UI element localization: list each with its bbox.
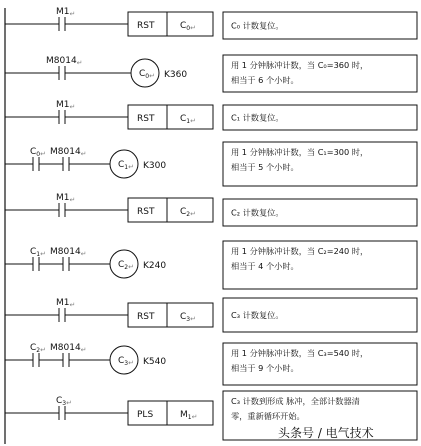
contact-label (56, 298, 75, 309)
comment-line: 相当于 4 个小时。 (231, 261, 299, 271)
instruction-operand (180, 21, 196, 32)
comment-line: 用 1 分钟脉冲计数，当 C₂=240 时， (231, 246, 369, 256)
comment-line: 相当于 6 个小时。 (231, 75, 299, 85)
comment-line: C₃ 计数复位。 (231, 310, 284, 320)
paragraph-mark: ↵ (190, 24, 196, 32)
contact-label (56, 193, 75, 204)
contact-label (50, 343, 87, 354)
counter-preset: K240 (143, 261, 167, 271)
instruction-operand-subscript: 0 (186, 25, 191, 32)
instruction-name: RST (137, 312, 155, 322)
rung-3 (5, 100, 417, 130)
paragraph-mark: ↵ (76, 59, 83, 67)
instruction-operand-text: C (180, 21, 187, 31)
instruction-operand-subscript: 2 (186, 211, 191, 218)
contact-label-text: M8014 (50, 147, 81, 157)
paragraph-mark: ↵ (128, 163, 134, 171)
contact-label-text: C (56, 396, 63, 406)
rung-2 (5, 55, 417, 92)
paragraph-mark: ↵ (69, 10, 76, 18)
paragraph-mark: ↵ (128, 359, 134, 367)
counter-preset: K540 (143, 357, 167, 367)
paragraph-mark: ↵ (66, 399, 72, 407)
counter-coil-label-subscript: 2 (124, 264, 129, 271)
rung-7 (5, 298, 417, 332)
instruction-operand-subscript: 1 (187, 414, 192, 421)
paragraph-mark: ↵ (40, 250, 46, 258)
comment-line: C₂ 计数复位。 (231, 207, 284, 218)
counter-coil-label-subscript: 0 (145, 73, 150, 80)
contact-label-text: M8014 (50, 247, 81, 257)
instruction-name: RST (137, 207, 155, 217)
counter-coil-label-subscript: 1 (124, 164, 129, 171)
paragraph-mark: ↵ (80, 150, 87, 158)
rung-4 (5, 142, 417, 186)
instruction-operand-subscript: 1 (186, 118, 191, 125)
contact-label (30, 343, 46, 354)
paragraph-mark: ↵ (40, 150, 46, 158)
paragraph-mark: ↵ (190, 315, 196, 323)
paragraph-mark: ↵ (69, 196, 76, 204)
comment-line: 相当于 9 个小时。 (231, 363, 299, 373)
instruction-operand-text: M (180, 410, 188, 420)
counter-coil-label-subscript: 3 (124, 360, 129, 367)
rung-6 (5, 241, 417, 289)
paragraph-mark: ↵ (69, 103, 76, 111)
paragraph-mark: ↵ (190, 210, 196, 218)
instruction-name: PLS (137, 410, 154, 420)
instruction-operand-text: C (180, 207, 187, 217)
instruction-operand-subscript: 3 (186, 316, 191, 323)
contact-label-text: C (30, 247, 37, 257)
contact-label (50, 147, 87, 158)
contact-label-subscript: 0 (36, 151, 41, 158)
instruction-operand (180, 207, 196, 218)
comment-line: 用 1 分钟脉冲计数，当 C₁=300 时， (231, 147, 369, 157)
instruction-name: RST (137, 114, 155, 124)
comment-line: C₁ 计数复位。 (231, 112, 284, 123)
contact-label (56, 7, 75, 18)
comment-line: C₃ 计数到形成 脉冲，全部计数器清 (231, 396, 360, 406)
counter-coil-label (118, 260, 134, 271)
counter-coil-label-text: C (118, 260, 125, 270)
contact-label-text: M8014 (50, 343, 81, 353)
counter-coil-label (118, 160, 134, 171)
contact-label-subscript: 1 (36, 251, 41, 258)
contact-label (30, 147, 46, 158)
comment-line: 零，重新循环开始。 (231, 411, 305, 421)
comment-line: 用 1 分钟脉冲计数，当 C₀=360 时， (231, 60, 369, 70)
instruction-operand-text: C (180, 312, 187, 322)
paragraph-mark: ↵ (40, 346, 46, 354)
comment-line: C₀ 计数复位。 (231, 20, 284, 31)
contact-label-text: M8014 (46, 56, 77, 66)
instruction-operand-text: C (180, 114, 187, 124)
instruction-operand (180, 410, 197, 421)
contact-label-text: M1 (56, 193, 70, 203)
watermark-text: 头条号 / 电气技术 (278, 426, 374, 440)
contact-label-subscript: 2 (36, 347, 41, 354)
contact-label (46, 56, 83, 67)
contact-label-text: M1 (56, 100, 70, 110)
paragraph-mark: ↵ (80, 346, 87, 354)
paragraph-mark: ↵ (80, 250, 87, 258)
contact-label (30, 247, 46, 258)
instruction-operand (180, 114, 196, 125)
contact-label-text: M1 (56, 7, 70, 17)
paragraph-mark: ↵ (191, 413, 198, 421)
counter-preset: K300 (143, 161, 167, 171)
contact-label (50, 247, 87, 258)
counter-coil-label-text: C (139, 69, 146, 79)
counter-coil-label (139, 69, 155, 80)
contact-label (56, 396, 72, 407)
counter-preset: K360 (164, 70, 188, 80)
paragraph-mark: ↵ (149, 72, 155, 80)
paragraph-mark: ↵ (69, 301, 76, 309)
rung-1 (5, 7, 417, 39)
contact-label-text: M1 (56, 298, 70, 308)
contact-label-subscript: 3 (62, 400, 67, 407)
rung-5 (5, 193, 417, 226)
counter-coil-label-text: C (118, 356, 125, 366)
comment-line: 用 1 分钟脉冲计数，当 C₃=540 时， (231, 348, 369, 358)
rung-8 (5, 343, 417, 385)
paragraph-mark: ↵ (190, 117, 196, 125)
contact-label-text: C (30, 147, 37, 157)
instruction-name: RST (137, 21, 155, 31)
comment-line: 相当于 5 个小时。 (231, 162, 299, 172)
instruction-operand (180, 312, 196, 323)
contact-label-text: C (30, 343, 37, 353)
paragraph-mark: ↵ (128, 263, 134, 271)
counter-coil-label (118, 356, 134, 367)
counter-coil-label-text: C (118, 160, 125, 170)
contact-label (56, 100, 75, 111)
